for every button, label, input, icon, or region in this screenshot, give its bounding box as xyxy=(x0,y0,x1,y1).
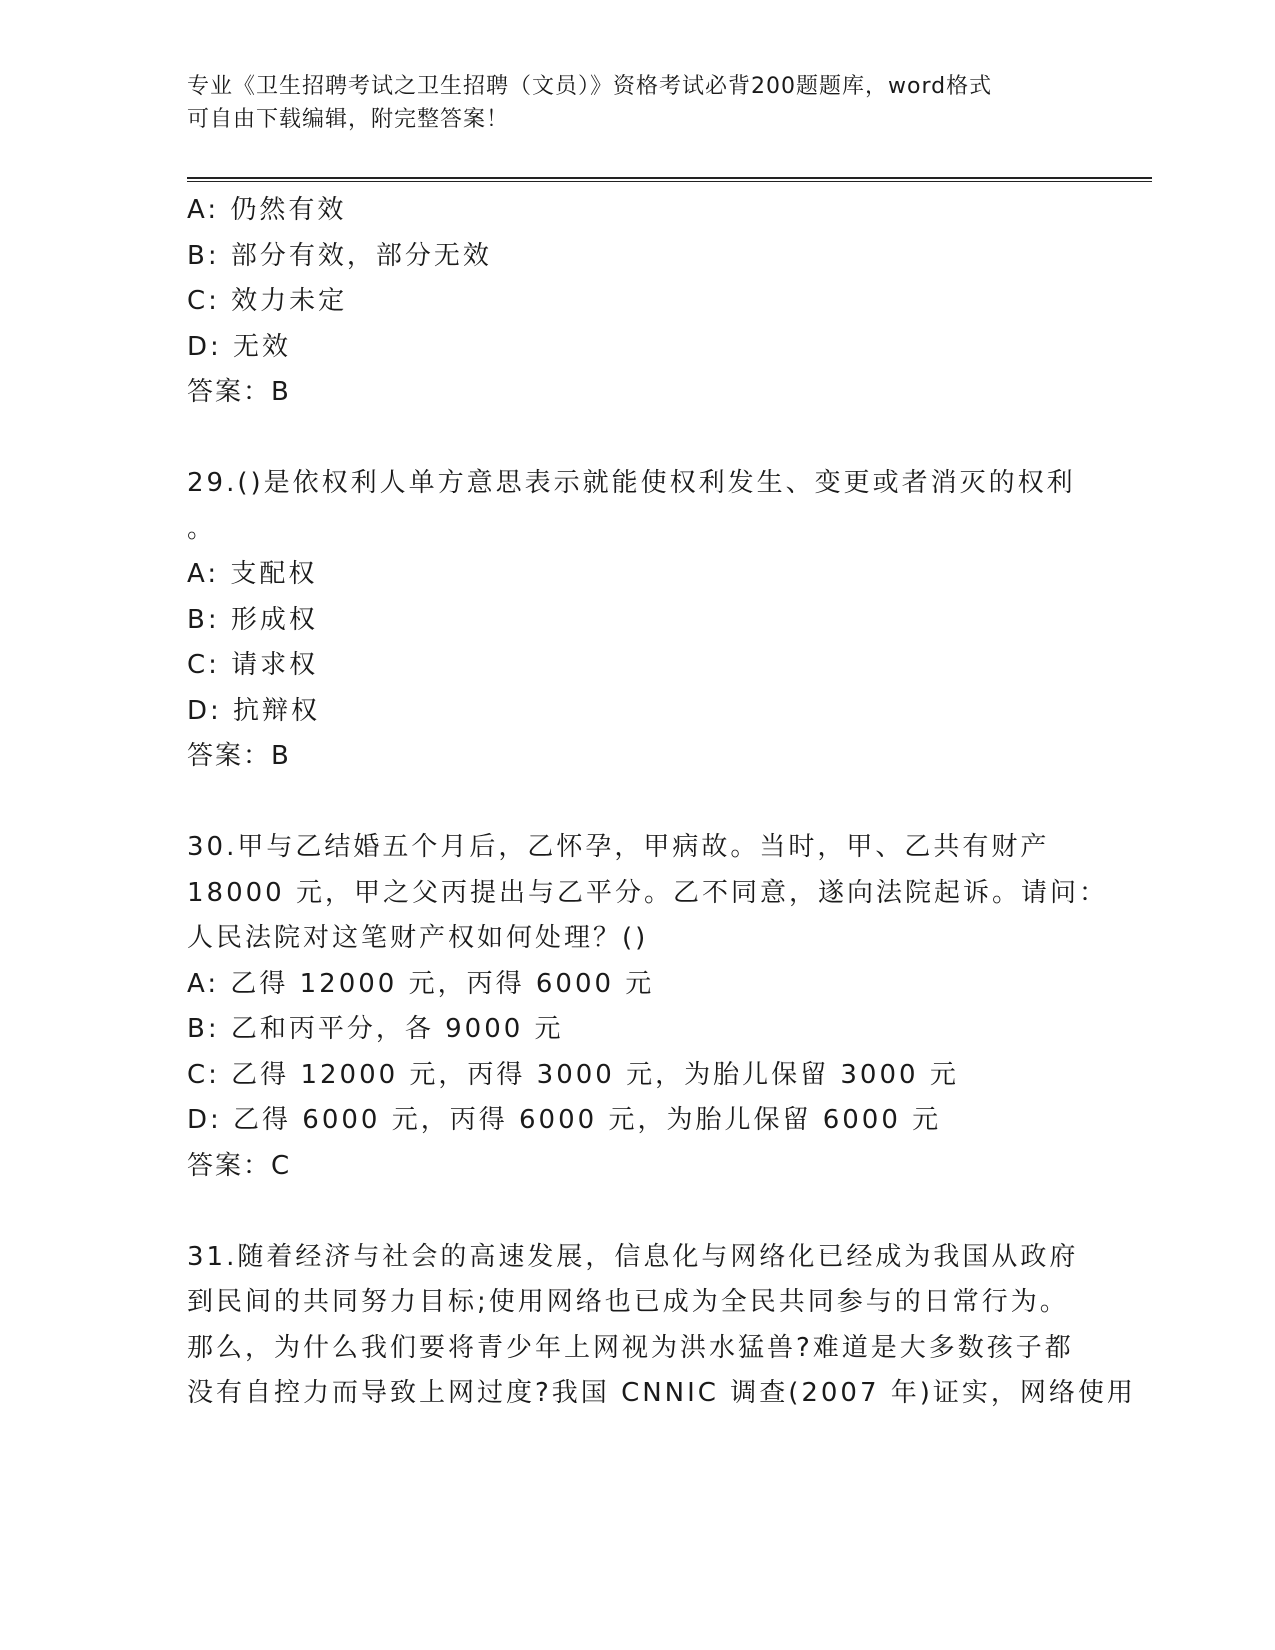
question-stem-line: 人民法院对这笔财产权如何处理？() xyxy=(187,923,649,953)
answer: 答案：C xyxy=(187,1150,292,1181)
option-b: B: 形成权 xyxy=(187,604,318,635)
question-stem-line: 没有自控力而导致上网过度?我国 CNNIC 调查(2007 年)证实，网络使用 xyxy=(187,1378,1136,1408)
option-a: A: 支配权 xyxy=(187,559,318,589)
option-d: D: 抗辩权 xyxy=(187,695,321,726)
option-a: A: 仍然有效 xyxy=(187,195,347,225)
option-b: B: 部分有效，部分无效 xyxy=(187,240,492,271)
answer: 答案：B xyxy=(187,377,291,407)
question-30 xyxy=(187,825,1107,1189)
option-d: D: 乙得 6000 元，丙得 6000 元，为胎儿保留 6000 元 xyxy=(187,1105,942,1135)
question-28 xyxy=(187,188,1107,416)
question-stem-line: 30.甲与乙结婚五个月后，乙怀孕，甲病故。当时，甲、乙共有财产 xyxy=(187,832,1050,862)
question-stem-line: 那么，为什么我们要将青少年上网视为洪水猛兽?难道是大多数孩子都 xyxy=(187,1332,1074,1363)
spacer xyxy=(187,416,1107,462)
document-body xyxy=(187,188,1136,1417)
option-c: C: 乙得 12000 元，丙得 3000 元，为胎儿保留 3000 元 xyxy=(187,1059,959,1090)
question-31 xyxy=(187,1235,1136,1417)
spacer xyxy=(187,780,1107,826)
header-divider xyxy=(187,177,1152,182)
question-stem-line: 18000 元，甲之父丙提出与乙平分。乙不同意，遂向法院起诉。请问： xyxy=(187,877,1108,908)
header-line-1: 专业《卫生招聘考试之卫生招聘（文员）》资格考试必背200题题库，word格式 xyxy=(187,74,993,99)
option-a: A: 乙得 12000 元，丙得 6000 元 xyxy=(187,968,655,999)
question-stem-line: 31.随着经济与社会的高速发展，信息化与网络化已经成为我国从政府 xyxy=(187,1241,1079,1272)
question-stem-line: 。 xyxy=(187,513,217,544)
option-c: C: 效力未定 xyxy=(187,286,348,316)
header-line-2: 可自由下载编辑，附完整答案！ xyxy=(187,107,510,132)
question-29 xyxy=(187,461,1107,780)
option-d: D: 无效 xyxy=(187,331,292,362)
answer: 答案：B xyxy=(187,741,291,771)
option-b: B: 乙和丙平分，各 9000 元 xyxy=(187,1014,564,1044)
option-c: C: 请求权 xyxy=(187,650,319,680)
spacer xyxy=(187,1189,1107,1235)
question-stem-line: 29.()是依权利人单方意思表示就能使权利发生、变更或者消灭的权利 xyxy=(187,468,1076,498)
document-header xyxy=(187,70,1067,136)
question-stem-line: 到民间的共同努力目标;使用网络也已成为全民共同参与的日常行为。 xyxy=(187,1287,1069,1317)
